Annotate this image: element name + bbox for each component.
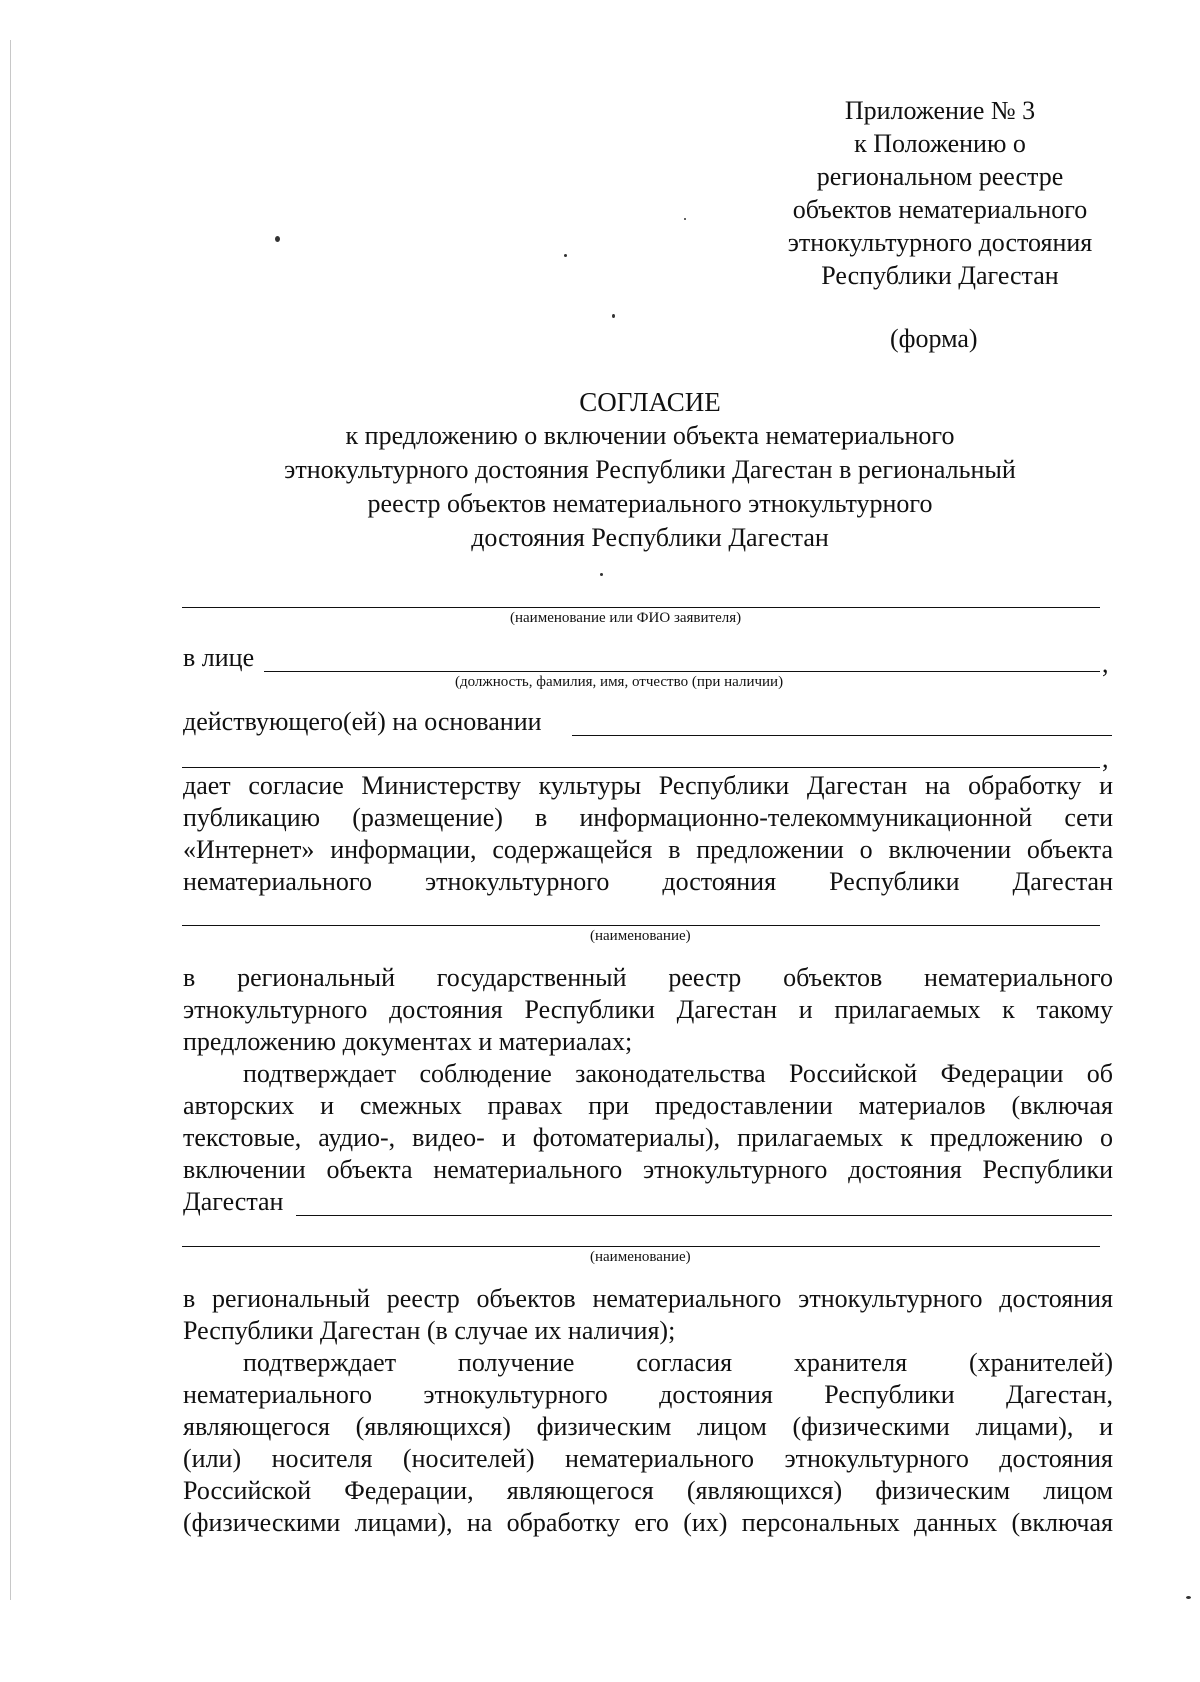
appendix-line: Приложение № 3 <box>844 96 1036 125</box>
appendix-line: региональном реестре <box>816 162 1064 191</box>
body-line: Республики Дагестан (в случае их наличия); <box>183 1316 676 1345</box>
body-line: авторских и смежных правах при предоставлении материалов (включая <box>183 1091 1113 1120</box>
scan-speck <box>684 218 686 220</box>
appendix-line: Республики Дагестан <box>821 261 1059 290</box>
body-line: нематериального этнокультурного достояния Республики Дагестан, <box>183 1380 1113 1409</box>
materials-name-field-line[interactable] <box>296 1215 1112 1216</box>
materials-name-field-line-2[interactable] <box>182 1246 1100 1247</box>
scan-speck <box>600 573 603 576</box>
in-person-comma: , <box>1102 649 1109 678</box>
object-name-field-caption: (наименование) <box>590 928 691 944</box>
body-line: текстовые, аудио-, видео- и фотоматериалы), прилагаемых к предложению о <box>183 1123 1113 1152</box>
materials-name-field-caption: (наименование) <box>590 1249 691 1265</box>
body-line: дает согласие Министерству культуры Республики Дагестан на обработку и <box>183 771 1113 800</box>
body-line: подтверждает соблюдение законодательства Российской Федерации об <box>243 1059 1113 1088</box>
scan-speck <box>564 254 567 257</box>
appendix-reference <box>740 94 1140 292</box>
acting-on-basis-label: действующего(ей) на основании <box>183 707 542 736</box>
appendix-line: объектов нематериального <box>792 195 1088 224</box>
scan-speck <box>275 236 280 242</box>
dagestan-label: Дагестан <box>183 1187 284 1216</box>
body-line: нематериального этнокультурного достояния Республики Дагестан <box>183 867 1113 896</box>
title-subline: достояния Республики Дагестан <box>471 523 829 552</box>
applicant-field-caption: (наименование или ФИО заявителя) <box>510 610 742 626</box>
acting-on-basis-field-line-2[interactable] <box>182 767 1100 768</box>
acting-on-basis-comma: , <box>1102 744 1109 773</box>
body-line: подтверждает получение согласия хранителя (хранителей) <box>243 1348 1113 1377</box>
body-line: «Интернет» информации, содержащейся в предложении о включении объекта <box>183 835 1113 864</box>
body-line: в региональный реестр объектов нематериального этнокультурного достояния <box>183 1284 1113 1313</box>
scan-edge <box>10 40 11 1600</box>
body-line: предложению документах и материалах; <box>183 1027 633 1056</box>
body-line: в региональный государственный реестр объектов нематериального <box>183 963 1113 992</box>
title-subline: этнокультурного достояния Республики Дагестан в региональный <box>284 455 1016 484</box>
object-name-field-line[interactable] <box>182 925 1100 926</box>
form-mark: (форма) <box>890 324 978 353</box>
document-title <box>180 385 1120 555</box>
appendix-line: этнокультурного достояния <box>787 228 1093 257</box>
in-person-label: в лице <box>183 643 255 672</box>
title-main: СОГЛАСИЕ <box>579 387 721 417</box>
scan-speck <box>1186 1596 1191 1599</box>
scan-speck <box>612 314 615 318</box>
body-line: включении объекта нематериального этнокультурного достояния Республики <box>183 1155 1113 1184</box>
body-line: публикацию (размещение) в информационно-телекоммуникационной сети <box>183 803 1113 832</box>
appendix-line: к Положению о <box>854 129 1026 158</box>
body-line: этнокультурного достояния Республики Дагестан и прилагаемых к такому <box>183 995 1113 1024</box>
title-subline: к предложению о включении объекта нематериального <box>345 421 955 450</box>
in-person-field-line[interactable] <box>264 671 1100 672</box>
body-line: (физическими лицами), на обработку его (их) персональных данных (включая <box>183 1508 1113 1537</box>
title-subline: реестр объектов нематериального этнокультурного <box>367 489 933 518</box>
in-person-field-caption: (должность, фамилия, имя, отчество (при наличии) <box>455 674 784 690</box>
body-line: являющегося (являющихся) физическим лицом (физическими лицами), и <box>183 1412 1113 1441</box>
acting-on-basis-field-line[interactable] <box>572 735 1112 736</box>
body-line: Российской Федерации, являющегося (являющихся) физическим лицом <box>183 1476 1113 1505</box>
applicant-field-line[interactable] <box>182 607 1100 608</box>
body-line: (или) носителя (носителей) нематериального этнокультурного достояния <box>183 1444 1113 1473</box>
